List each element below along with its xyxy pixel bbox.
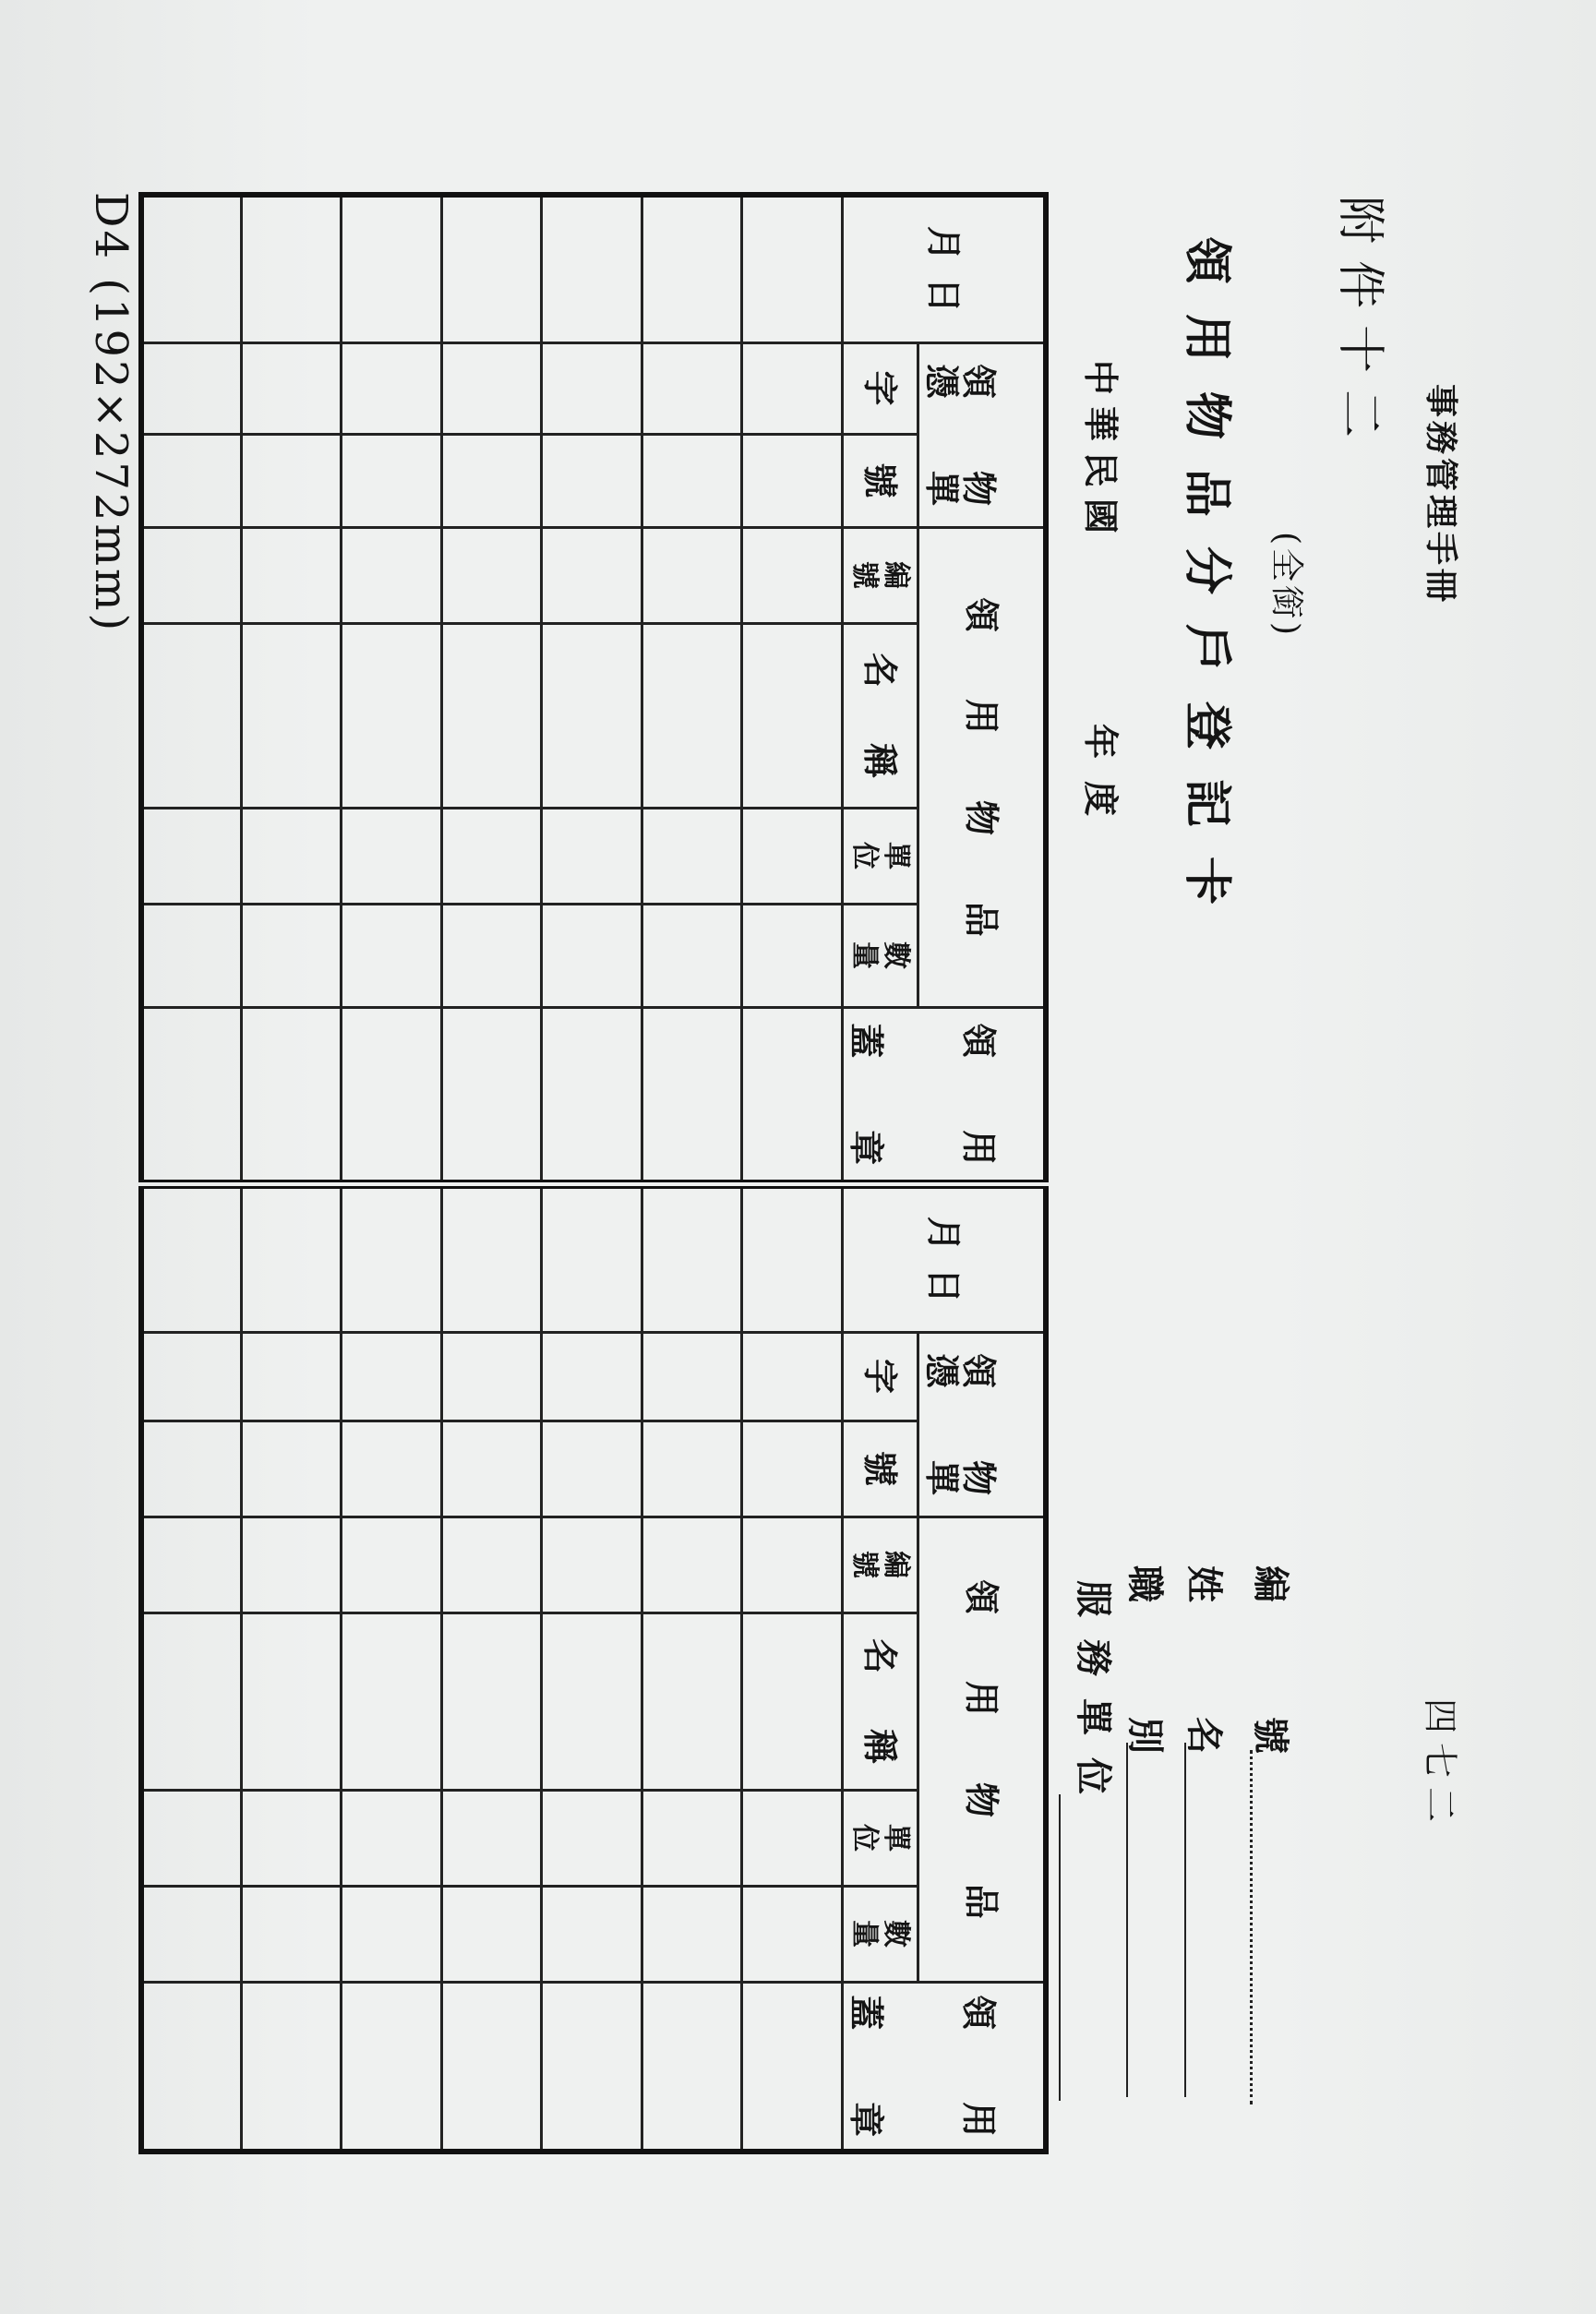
table-cell (242, 527, 342, 623)
table-cell (442, 904, 543, 1007)
header-items (918, 1517, 1046, 1986)
table-cell (542, 434, 642, 527)
table-cell (642, 1184, 743, 1332)
table-cell (242, 1982, 342, 2152)
table-cell (141, 623, 242, 808)
table-cell (342, 527, 442, 623)
table-cell (442, 1007, 543, 1184)
table-cell (742, 1421, 843, 1517)
table-cell (242, 1421, 342, 1517)
table-cell (542, 904, 642, 1007)
table-cell (342, 1982, 442, 2152)
table-cell (642, 342, 743, 434)
header-slip-number: 號 (843, 1421, 918, 1517)
table-cell (542, 808, 642, 904)
table-cell (542, 195, 642, 342)
table-cell (442, 434, 543, 527)
header-date-label: 月日 (923, 1216, 965, 1320)
header-item-code (843, 1517, 918, 1613)
table-cell (141, 1007, 242, 1184)
page-number: 四七二 (1420, 1698, 1460, 1832)
field-label-number: 編號 (1249, 1565, 1292, 1868)
header-seal-line2: 蓋章 (846, 1995, 887, 2210)
table-cell (642, 1982, 743, 2152)
header-slip-line2-text: 憑單 (920, 364, 963, 579)
header-slip-number: 號 (843, 434, 918, 527)
table-cell (141, 195, 242, 342)
table-cell (141, 1790, 242, 1886)
year-era: 中華民國 (1080, 360, 1122, 546)
form-size-spec: D4 (192×272mm) (85, 192, 137, 634)
table-cell (342, 1790, 442, 1886)
table-cell (242, 1886, 342, 1982)
header-slip (918, 1332, 1046, 1568)
table-cell (642, 434, 743, 527)
header-item-code-label: 編號 (848, 1551, 913, 1579)
table-cell (141, 1332, 242, 1421)
header-items-label: 領用物品 (960, 1579, 1002, 1986)
table-body (141, 195, 843, 2152)
field-line-name (1184, 1743, 1186, 2097)
table-cell (642, 1613, 743, 1790)
table-cell (542, 1982, 642, 2152)
table-cell (242, 1184, 342, 1332)
table-cell (442, 623, 543, 808)
table-cell (242, 342, 342, 434)
table-cell (342, 623, 442, 808)
table-cell (742, 1790, 843, 1886)
table-cell (642, 195, 743, 342)
table-cell (642, 808, 743, 904)
running-header: 事務管理手冊 (1422, 384, 1460, 606)
table-cell (642, 904, 743, 1007)
header-seal (843, 1982, 1047, 2210)
header-date-label: 月日 (923, 225, 965, 330)
table-cell (141, 434, 242, 527)
table-cell (342, 1421, 442, 1517)
header-quantity (843, 904, 918, 1007)
header-item-name (843, 1613, 918, 1820)
header-item-code (843, 527, 918, 623)
table-cell (242, 1007, 342, 1184)
table-cell (742, 1007, 843, 1184)
table-cell (141, 808, 242, 904)
table-cell (542, 623, 642, 808)
year-unit: 年度 (1080, 724, 1122, 839)
header-quantity-label: 數量 (848, 941, 913, 970)
header-quantity (843, 1886, 918, 1982)
table-cell (242, 904, 342, 1007)
register-table (138, 192, 1049, 2210)
table-cell (742, 527, 843, 623)
header-date (843, 195, 1047, 342)
field-label-department: 服務單位 (1072, 1580, 1115, 1816)
table-cell (642, 1886, 743, 1982)
field-label-name: 姓名 (1182, 1565, 1226, 1868)
table-cell (442, 195, 543, 342)
table-cell (141, 1982, 242, 2152)
table-row (742, 195, 843, 2152)
table-cell (342, 904, 442, 1007)
table-cell (442, 342, 543, 434)
table-cell (542, 1613, 642, 1790)
header-slip-line2 (920, 344, 963, 579)
header-seal-wrap (844, 1984, 1043, 2210)
table-cell (442, 1332, 543, 1421)
table-cell (342, 342, 442, 434)
table-cell (742, 195, 843, 342)
table-cell (642, 1421, 743, 1517)
table-cell (242, 623, 342, 808)
header-slip-line1-text: 領物 (957, 364, 1000, 579)
header-slip-line1-text: 領物 (957, 1353, 1000, 1568)
table-cell (242, 195, 342, 342)
table-cell (141, 904, 242, 1007)
table-row (642, 195, 743, 2152)
table-cell (542, 342, 642, 434)
table-row (442, 195, 543, 2152)
issuer-placeholder: (全銜) (1267, 532, 1305, 640)
table-cell (542, 1421, 642, 1517)
table-cell (642, 1790, 743, 1886)
table-cell (742, 1332, 843, 1421)
table-cell (742, 342, 843, 434)
table-cell (242, 1790, 342, 1886)
header-seal-wrap (844, 1009, 1043, 1238)
table-cell (342, 195, 442, 342)
header-slip-line1 (957, 1334, 1000, 1568)
table-row (342, 195, 442, 2152)
table-cell (542, 527, 642, 623)
table-cell (442, 808, 543, 904)
table-cell (242, 434, 342, 527)
appendix-label: 附件十二 (1332, 196, 1387, 455)
table-cell (442, 1613, 543, 1790)
header-seal (843, 1007, 1047, 1238)
header-row-upper (918, 195, 1046, 2152)
header-items (918, 527, 1046, 1007)
table-cell (742, 1886, 843, 1982)
table-cell (442, 1886, 543, 1982)
header-unit-label: 單位 (848, 1824, 913, 1852)
header-seal-line1: 領用 (958, 1023, 1000, 1238)
table-cell (742, 1184, 843, 1332)
table-cell (442, 1790, 543, 1886)
table-cell (642, 1517, 743, 1613)
table-cell (141, 1421, 242, 1517)
table-cell (141, 1517, 242, 1613)
table-cell (342, 434, 442, 527)
table-cell (342, 1613, 442, 1790)
table-cell (242, 808, 342, 904)
header-quantity-label: 數量 (848, 1920, 913, 1948)
table-cell (642, 1332, 743, 1421)
table-cell (141, 1886, 242, 1982)
table-cell (342, 1886, 442, 1982)
table-cell (542, 1886, 642, 1982)
table-row (542, 195, 642, 2152)
table-cell (742, 1613, 843, 1790)
table-row (242, 195, 342, 2152)
header-slip-line1 (957, 344, 1000, 579)
table-row (141, 195, 242, 2152)
table-cell (242, 1517, 342, 1613)
table-cell (242, 1332, 342, 1421)
table-cell (242, 1613, 342, 1790)
table-cell (141, 1184, 242, 1332)
table-cell (542, 1517, 642, 1613)
table-cell (442, 1184, 543, 1332)
table-cell (342, 1332, 442, 1421)
table-cell (542, 1790, 642, 1886)
field-line-department (1059, 1794, 1061, 2101)
header-item-name-label: 名稱 (859, 1638, 902, 1820)
header-item-name (843, 623, 918, 834)
table-cell (442, 1517, 543, 1613)
header-item-code-label: 編號 (848, 561, 913, 590)
header-slip-word: 字 (843, 1332, 918, 1421)
header-item-name-label: 名稱 (859, 653, 902, 834)
table-cell (141, 1613, 242, 1790)
table-cell (542, 1184, 642, 1332)
table-cell (141, 527, 242, 623)
table-cell (542, 1007, 642, 1184)
header-items-label: 領用物品 (960, 597, 1002, 1004)
header-seal-line1: 領用 (958, 1995, 1000, 2210)
table-cell (742, 904, 843, 1007)
field-label-position: 職別 (1123, 1565, 1167, 1868)
header-unit-label: 單位 (848, 842, 913, 870)
table-cell (742, 623, 843, 808)
header-seal-line2: 蓋章 (846, 1023, 887, 1238)
header-slip (918, 342, 1046, 579)
table-cell (442, 1982, 543, 2152)
table-cell (742, 808, 843, 904)
header-slip-word: 字 (843, 342, 918, 434)
table-cell (642, 527, 743, 623)
table-cell (742, 434, 843, 527)
table-cell (742, 1517, 843, 1613)
table-cell (342, 1517, 442, 1613)
table-cell (141, 342, 242, 434)
field-line-position (1126, 1743, 1128, 2097)
table-cell (642, 1007, 743, 1184)
header-slip-line2 (920, 1334, 963, 1568)
table-cell (342, 1007, 442, 1184)
field-line-number (1250, 1750, 1253, 2104)
table-cell (442, 1421, 543, 1517)
table-cell (342, 808, 442, 904)
header-slip-line2-text: 憑單 (920, 1353, 963, 1568)
table-cell (542, 1332, 642, 1421)
form-title: 領用物品分戶登記卡 (1179, 236, 1235, 935)
table-cell (642, 623, 743, 808)
table-cell (742, 1982, 843, 2152)
table-cell (442, 527, 543, 623)
table-cell (342, 1184, 442, 1332)
